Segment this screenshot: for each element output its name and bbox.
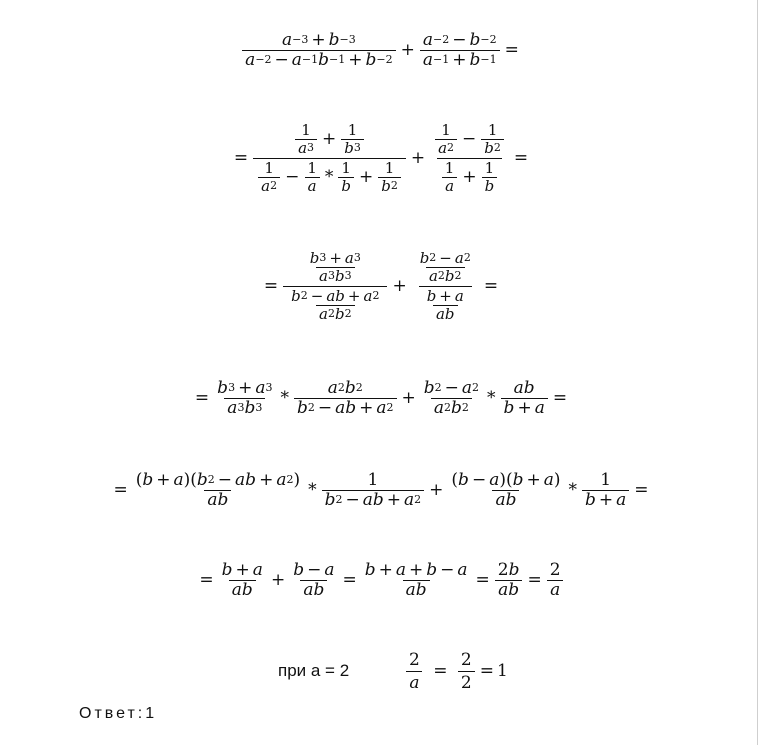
equation-step-5: = ( b + a )( b 2 − ab + a 2 ) ab * 1 b 2 − ab + a 2 + ( b − a )( b + a ) ab * 1 b + a = <box>113 469 649 510</box>
condition-equation: $\frac{2}{a}$ = $\frac{2}{2}$ = 1 <box>404 647 508 695</box>
answer-text: Ответ:1 <box>79 705 158 722</box>
equation-step-6: = b + a ab + b − a ab = b + a + b − a ab = 2 b ab = $\frac{2}{a}$ <box>0 554 762 606</box>
equation-step-4: = b 3 + a 3 a 3 b 3 * a 2 b 2 b 2 − ab + a 2 + b 2 − a 2 a 2 b 2 * ab b + a = <box>194 377 568 418</box>
condition-line <box>0 647 762 695</box>
equation-step-3: = b 3 + a 3 a 3 b 3 b 2 − ab + a 2 a 2 b 2 + b 2 − a 2 a 2 b 2 b + a ab = <box>263 248 499 323</box>
equation-step-1: a −3 + b −3 a −2 − a −1 b −1 + b −2 + a −2 − b −2 a −1 + b −1 = <box>0 24 762 76</box>
equation-step-2: = 1 a 3 + 1 b 3 1 a 2 − $\frac{1}{a}$ * $\frac{1}{b}$ + 1 b 2 + 1 a 2 − 1 b 2 $\frac{1}{a}$ + $\frac{1}{b}$ = <box>233 120 529 195</box>
condition-label: при a = 2 <box>278 661 350 680</box>
